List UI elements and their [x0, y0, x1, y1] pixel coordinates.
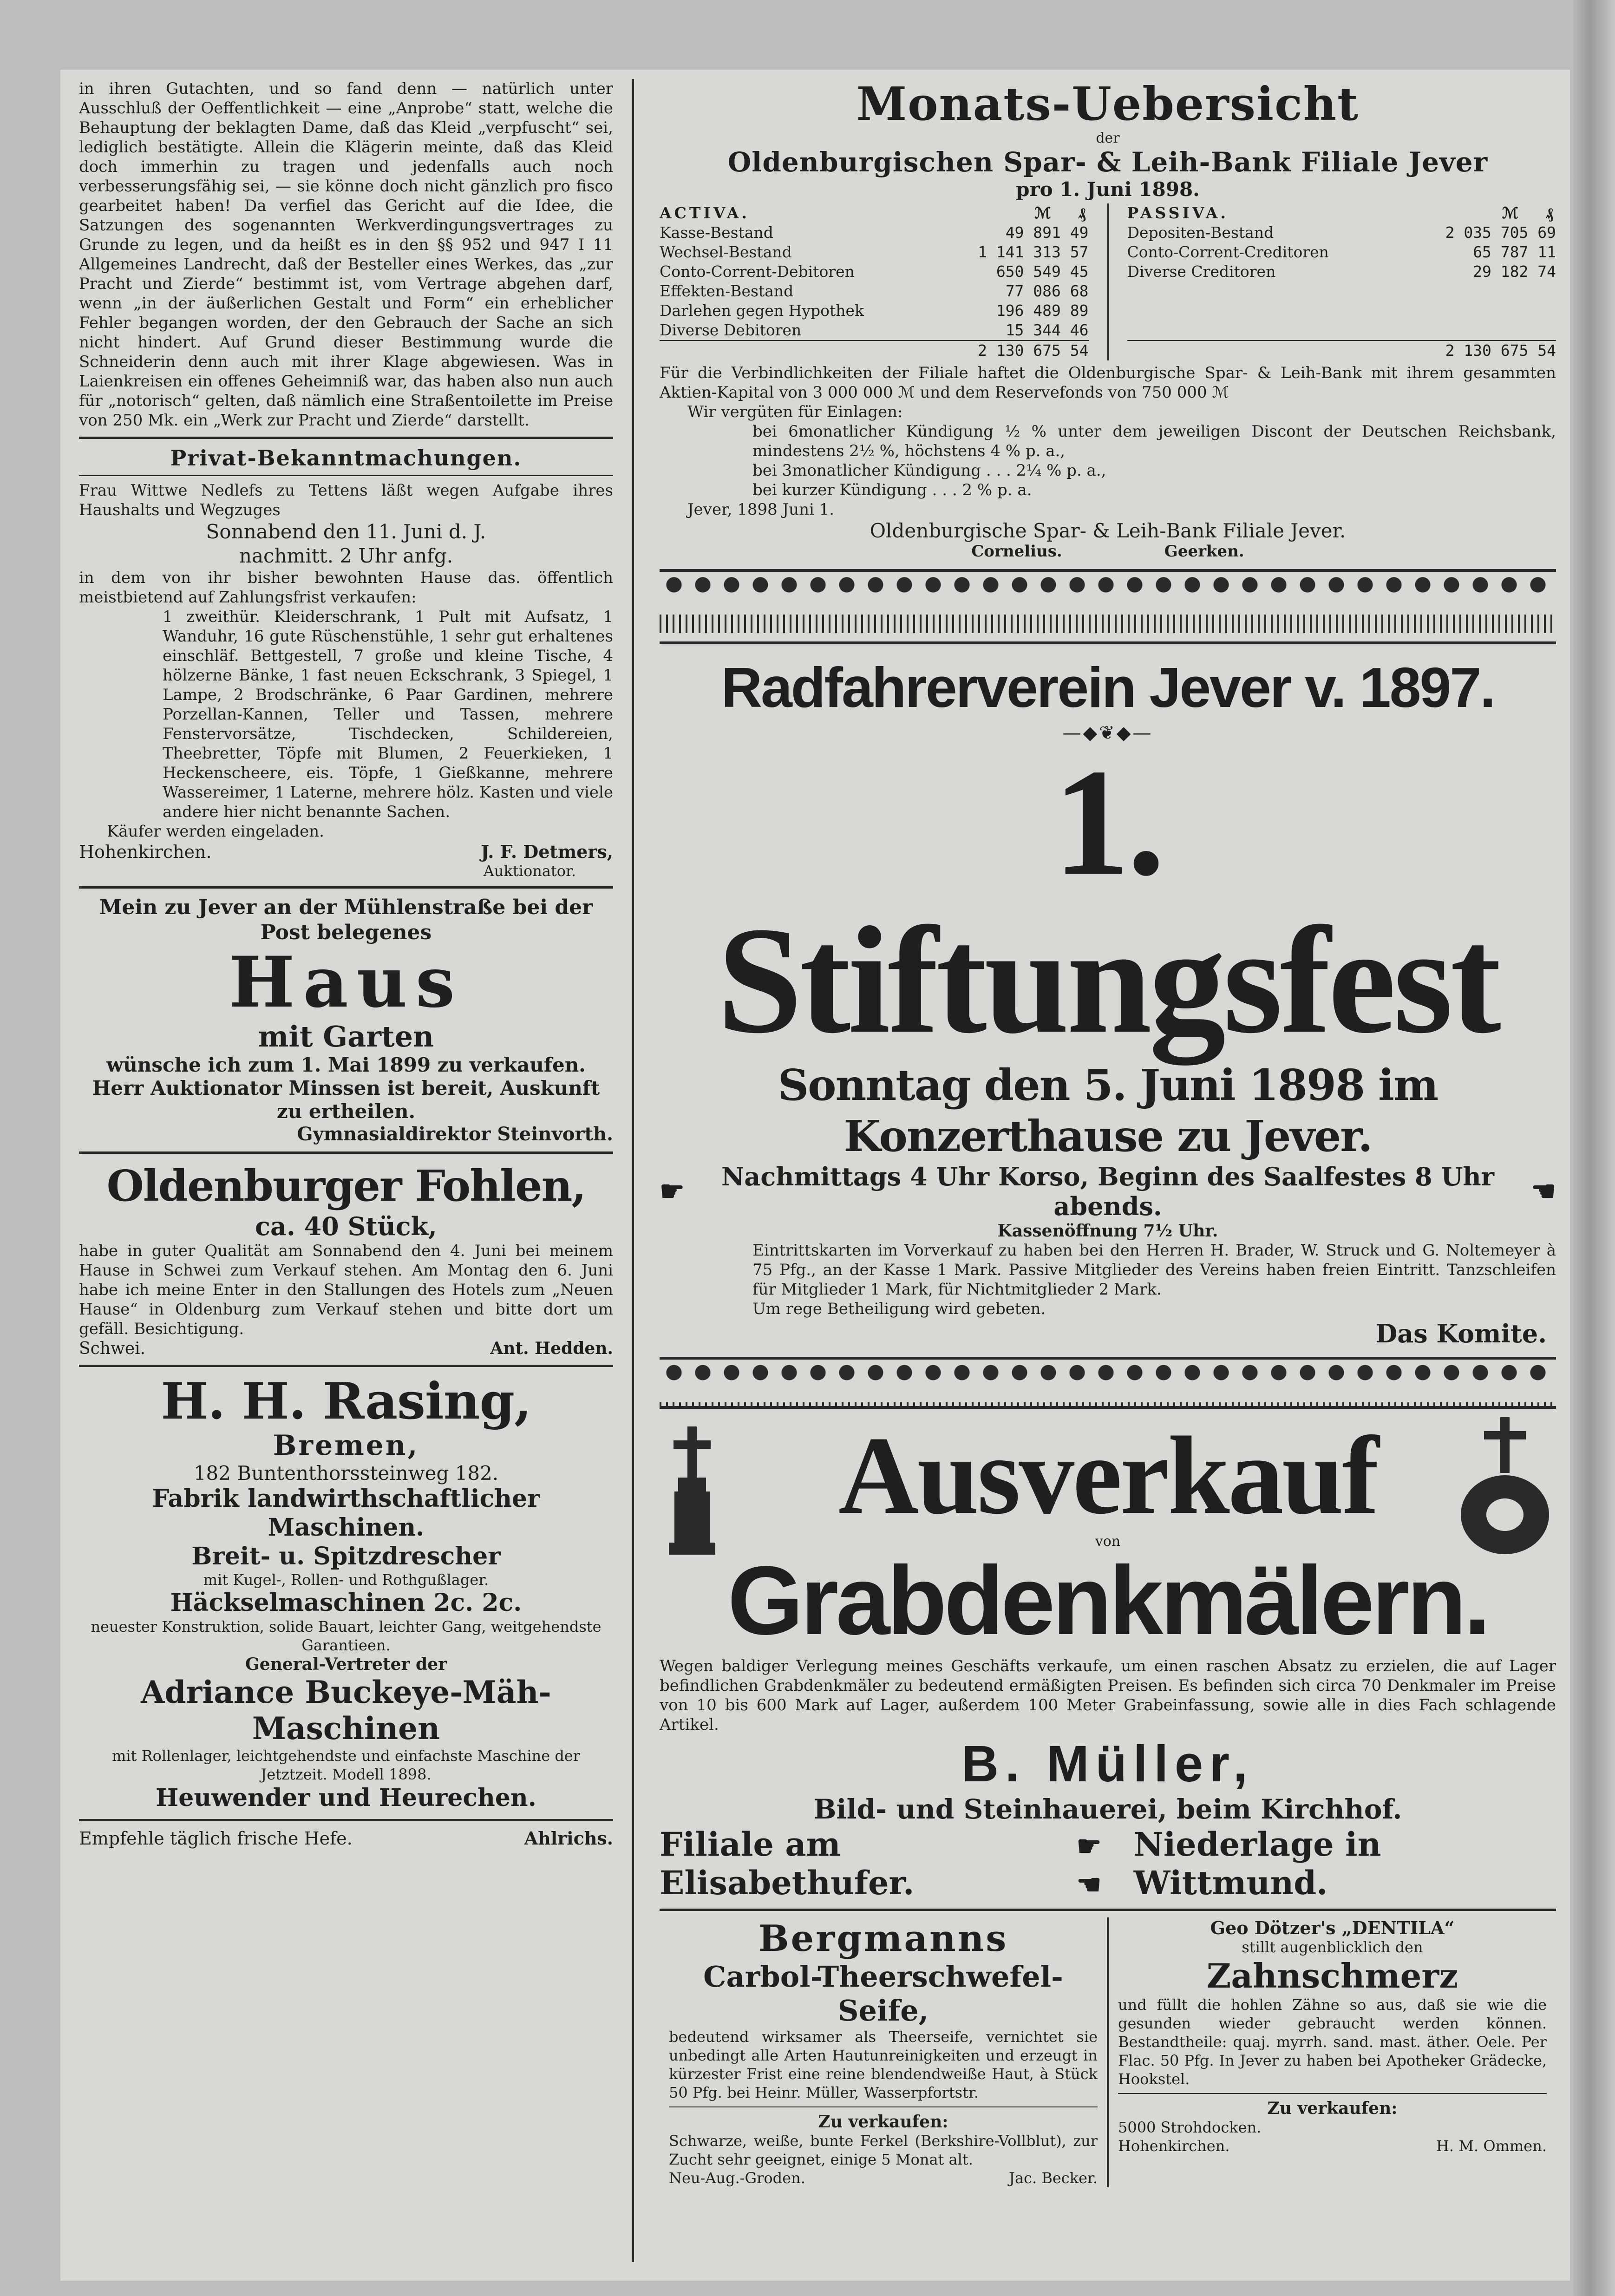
sonntag-line: Sonntag den 5. Juni 1898 im Konzerthause zu Jever. — [778, 1060, 1438, 1161]
bank-balance-table — [660, 203, 1556, 360]
dentila-sub: stillt augenblicklich den — [1242, 1938, 1423, 1956]
bild-line: Bild- und Steinhauerei, beim Kirchhof. — [813, 1793, 1402, 1825]
carbol-title: Carbol-Theerschwefel-Seife, — [703, 1960, 1063, 2028]
rule — [79, 1365, 613, 1367]
filiale-right: Niederlage in Wittmund. — [1133, 1825, 1381, 1902]
rasing-general: General-Vertreter der — [245, 1655, 447, 1674]
pointing-hand-icon: ☛ — [660, 1175, 685, 1208]
mueller-title: B. Müller, — [961, 1735, 1254, 1792]
eintritt-text: Eintrittskarten im Vorverkauf zu haben bei den Herren H. Brader, W. Struck und G. Noltemeyer à 75 Pfg., an der Kasse 1 Mark. Passive Mitglieder des Vereins haben freien Eintritt. Tanzschleifen für Mitglieder 1 Mark, für Nichtmitglieder 2 Mark. — [752, 1241, 1556, 1299]
page-fold — [1573, 0, 1615, 2296]
dentila-ad — [1109, 1917, 1556, 2187]
activa-row-label: Kasse-Bestand — [660, 223, 773, 242]
auction-role: Auktionator. — [483, 862, 576, 880]
currency-pf: ₰ — [1545, 204, 1556, 222]
activa-row-label: Diverse Debitoren — [660, 321, 802, 339]
left-column — [79, 79, 613, 1849]
pointing-hand-icon: ☚ — [1531, 1175, 1556, 1208]
haus-title: Haus — [229, 942, 464, 1023]
fohlen-place: Schwei. — [79, 1339, 146, 1358]
rule — [79, 886, 613, 889]
carbol-text: bedeutend wirksamer als Theerseife, vernichtet sie unbedingt alle Arten Hautunreinigkeiten und erzeugt in kürzester Frist eine reine blendendweiße Haut, à Stück 50 Pfg. bei Heinr. Müller, Wasserpfortstr. — [669, 2028, 1098, 2101]
fohlen-sub: ca. 40 Stück, — [255, 1211, 437, 1241]
passiva-label: PASSIVA. — [1127, 204, 1229, 222]
rasing-lager: mit Kugel-, Rollen- und Rothgußlager. — [203, 1571, 489, 1589]
privat-heading: Privat-Bekanntmachungen. — [170, 445, 522, 471]
rule — [79, 437, 613, 439]
passiva-row-label: Conto-Corrent-Creditoren — [1127, 243, 1329, 261]
rasing-fabrik: Fabrik landwirthschaftlicher Maschinen. — [152, 1485, 540, 1542]
activa-row-amount: 650 549 45 — [996, 262, 1089, 281]
newspaper-page — [60, 70, 1570, 2281]
bank-verguet: Wir vergüten für Einlagen: — [687, 403, 903, 421]
fohlen-title: Oldenburger Fohlen, — [106, 1161, 586, 1211]
rasing-konst: neuester Konstruktion, solide Bauart, leichter Gang, weitgehendste Garantieen. — [91, 1618, 602, 1654]
pointing-hand-icon: ☛ — [1076, 1830, 1102, 1863]
currency-mark: ℳ — [1034, 204, 1054, 222]
activa-side — [660, 203, 1089, 360]
stroh-name: H. M. Ommen. — [1436, 2137, 1547, 2155]
heuwender: Heuwender und Heurechen. — [156, 1784, 536, 1812]
activa-row-label: Conto-Corrent-Debitoren — [660, 262, 855, 281]
passiva-side — [1127, 203, 1556, 360]
currency-mark: ℳ — [1502, 204, 1522, 222]
bitte-text: Um rege Betheiligung wird gebeten. — [752, 1300, 1046, 1318]
haus-sign: Gymnasialdirektor Steinvorth. — [297, 1123, 613, 1145]
hefe-name: Ahlrichs. — [524, 1828, 613, 1849]
activa-row-amount: 1 141 313 57 — [978, 243, 1089, 261]
ornamental-border — [660, 1357, 1556, 1409]
rad-title: Radfahrerverein Jever v. 1897. — [721, 656, 1495, 719]
ferkel-name: Jac. Becker. — [1009, 2169, 1098, 2187]
verkauf-heading: Zu verkaufen: — [818, 2112, 948, 2132]
auction-items: 1 zweithür. Kleiderschrank, 1 Pult mit Aufsatz, 1 Wanduhr, 16 gute Rüschenstühle, 1 sehr gut erhaltenes einschläf. Bettgestell, 7 große und kleine Tische, 4 hölzerne Bänke, 1 fast neuen Eckschrank, 3 Spiegel, 1 Lampe, 2 Brodschränke, 6 Paar Gardinen, mehrere Porzellan-Kannen, Teller und Tassen, mehrere Fenstervorsätze, Tischdecken, Schildereien, Theebretter, Töpfe mit Blumen, 2 Feuerkieken, 1 Heckenscheere, eis. Töpfe, 1 Gießkanne, mehrere Wassereimer, 1 Laterne, mehrere hölz. Kasten und viele andere hier nicht benannte Sachen. — [163, 608, 613, 821]
haus-sub: mit Garten — [258, 1020, 434, 1053]
monats-title: Monats-Uebersicht — [856, 78, 1360, 131]
bergmanns-ad — [660, 1917, 1107, 2187]
ferkel-place: Neu-Aug.-Groden. — [669, 2169, 805, 2187]
haus-intro: Mein zu Jever an der Mühlenstraße bei der Post belegenes — [99, 896, 593, 944]
rasing-title: H. H. Rasing, — [161, 1372, 531, 1431]
bank-sign: Oldenburgische Spar- & Leih-Bank Filiale Jever. — [870, 519, 1346, 542]
bergmanns-title: Bergmanns — [758, 1917, 1008, 1960]
rasing-haeck: Häckselmaschinen 2c. 2c. — [170, 1589, 522, 1617]
adriance-line-2: Maschinen — [252, 1710, 440, 1747]
rule — [79, 475, 613, 476]
rasing-address: 182 Buntenthorssteinweg 182. — [193, 1462, 499, 1485]
hefe-text: Empfehle täglich frische Hefe. — [79, 1828, 353, 1849]
rule — [1118, 2093, 1547, 2094]
passiva-total: 2 130 675 54 — [1445, 341, 1556, 360]
fohlen-text: habe in guter Qualität am Sonnabend den 4. Juni bei meinem Hause in Schwei zum Verkauf stehen. Am Montag den 6. Juni habe ich meine Enter in den Stallungen des Hotels zum „Neuen Hause“ in Oldenburg zum Verkauf stehen und bitte dort um gefäll. Besichtigung. — [79, 1242, 613, 1338]
stroh-heading: Zu verkaufen: — [1267, 2099, 1398, 2118]
right-column — [660, 79, 1556, 2187]
passiva-row-amount: 29 182 74 — [1473, 262, 1556, 281]
grave-monument-icon — [664, 1426, 720, 1557]
activa-row-label: Effekten-Bestand — [660, 282, 794, 300]
activa-row-amount: 49 891 49 — [1005, 223, 1089, 242]
von-label: von — [1095, 1533, 1121, 1550]
passiva-row-amount: 2 035 705 69 — [1445, 223, 1556, 242]
article-continuation: in ihren Gutachten, und so fand denn — natürlich unter Ausschluß der Oeffentlichkeit — eine „Anprobe“ statt, welche die Behauptung der beklagten Dame, daß das Kleid „verpfuscht“ sei, lediglich bestätigte. Allein die Klägerin meinte, daß das Kleid doch immerhin zu tragen und jedenfalls auch noch verbesserungsfähig sei, — sie könne doch nicht gänzlich pro fisco gearbeitet haben! Da verfiel das Gericht auf die Idee, die Satzungen des sogenannten Werkverdingungsvertrages zu Grunde zu legen, und da heißt es in den §§ 952 und 947 I 11 Allgemeines Landrecht, daß der Besteller eines Werkes, das „zur Pracht und Zierde“ bestimmt ist, vom Vertrage abgehen darf, wenn „in der äußerlichen Gestalt und Form“ ein erheblicher Fehler begangen worden, der den Gebrauch der Sache an sich nicht hindert. Auf Grund dieser Bestimmung wurde die Schneiderin denn auch mit ihrer Klage abgewiesen. Was in Laienkreisen ein offenes Geheimniß war, das haben also nun auch für „notorisch“ gelten, daß nämlich eine Straßentoilette im Preise von 250 Mk. ein „Werk zur Pracht und Zierde“ darstellt. — [79, 79, 613, 430]
auction-name: J. F. Detmers, — [481, 841, 613, 862]
grave-wreath-icon — [1458, 1417, 1551, 1547]
komite-sign: Das Komite. — [1375, 1319, 1547, 1348]
adriance-text: mit Rollenlager, leichtgehendste und einfachste Maschine der Jetztzeit. Modell 1898. — [111, 1747, 581, 1783]
grab-text: Wegen baldiger Verlegung meines Geschäfts verkaufe, um einen raschen Absatz zu erzielen, die auf Lager befindlichen Grabdenkmäler zu bedeutend ermäßigten Preisen. Es befinden sich circa 70 Denkmaler im Preise von 10 bis 600 Mark auf Lager, außerdem 100 Meter Grabeinfassung, sowie alle in dies Fach schlagende Artikel. — [660, 1657, 1556, 1734]
bank-signatory-2: Geerken. — [1164, 542, 1244, 561]
dentila-title: Geo Dötzer's „DENTILA“ — [1210, 1917, 1455, 1938]
activa-row-amount: 196 489 89 — [996, 301, 1089, 320]
rule — [669, 2106, 1098, 2107]
passiva-row-label: Depositen-Bestand — [1127, 223, 1274, 242]
activa-row-label: Darlehen gegen Hypothek — [660, 301, 864, 320]
table-divider — [1107, 203, 1109, 360]
auction-text: in dem von ihr bisher bewohnten Hause das. öffentlich meistbietend auf Zahlungsfrist verkaufen: — [79, 569, 613, 607]
adriance-line-1: Adriance Buckeye-Mäh- — [141, 1674, 551, 1710]
rule — [79, 1819, 613, 1821]
column-divider — [632, 79, 634, 2262]
currency-pf: ₰ — [1078, 204, 1089, 222]
ferkel-text: Schwarze, weiße, bunte Ferkel (Berkshire-Vollblut), zur Zucht sehr geeignet, einige 5 Monat alt. — [669, 2132, 1098, 2168]
activa-row-label: Wechsel-Bestand — [660, 243, 792, 261]
activa-row-amount: 15 344 46 — [1005, 321, 1089, 339]
kasse-line: Kassenöffnung 7½ Uhr. — [997, 1221, 1218, 1241]
bank-name: Oldenburgischen Spar- & Leih-Bank Filiale Jever — [727, 146, 1488, 178]
nachm-line: Nachmittags 4 Uhr Korso, Beginn des Saalfestes 8 Uhr abends. — [721, 1162, 1495, 1221]
bank-signatory-1: Cornelius. — [971, 542, 1062, 561]
auction-buyers: Käufer werden eingeladen. — [107, 822, 324, 841]
rule — [660, 1909, 1556, 1911]
grabden-title: Grabdenkmälern. — [727, 1546, 1488, 1655]
pointing-hand-icon: ☚ — [1076, 1869, 1102, 1901]
zahn-title: Zahnschmerz — [1206, 1956, 1458, 1995]
bank-date: Jever, 1898 Juni 1. — [687, 500, 835, 519]
activa-total: 2 130 675 54 — [978, 341, 1089, 360]
auction-time: nachmitt. 2 Uhr anfg. — [239, 544, 453, 567]
rule — [79, 1151, 613, 1154]
stroh-text: 5000 Strohdocken. — [1118, 2119, 1262, 2136]
passiva-row-amount: 65 787 11 — [1473, 243, 1556, 261]
haus-text: wünsche ich zum 1. Mai 1899 zu verkaufen. Herr Auktionator Minssen ist bereit, Auskunft zu ertheilen. — [92, 1053, 600, 1123]
activa-row-amount: 77 086 68 — [1005, 282, 1089, 300]
bank-rate-3: bei kurzer Kündigung . . . 2 % p. a. — [752, 481, 1032, 499]
bank-rate-1: bei 6monatlicher Kündigung ½ % unter dem jeweiligen Discont der Deutschen Reichsbank, mindestens 2½ %, höchstens 4 % p. a., — [752, 422, 1556, 460]
passiva-row-label: Diverse Creditoren — [1127, 262, 1276, 281]
ausverkauf-title: Ausverkauf — [838, 1413, 1378, 1537]
filiale-left: Filiale am Elisabethufer. — [660, 1825, 915, 1902]
fohlen-name: Ant. Hedden. — [490, 1339, 613, 1358]
bank-rate-2: bei 3monatlicher Kündigung . . . 2¼ % p. a., — [752, 461, 1106, 480]
ornamental-border — [660, 569, 1556, 644]
pro-date: pro 1. Juni 1898. — [1016, 178, 1200, 201]
auction-date: Sonnabend den 11. Juni d. J. — [206, 520, 486, 543]
bank-text: Für die Verbindlichkeiten der Filiale haftet die Oldenburgische Spar- & Leih-Bank mit ihrem gesammten Aktien-Kapital von 3 000 000 ℳ und dem Reservefonds von 750 000 ℳ — [660, 364, 1556, 402]
der-label: der — [1096, 130, 1120, 146]
flourish-icon: —◆❦◆— — [1062, 722, 1153, 744]
bottom-ads — [660, 1917, 1556, 2187]
rasing-city: Bremen, — [273, 1429, 419, 1462]
auction-intro: Frau Wittwe Nedlefs zu Tettens läßt wegen Aufgabe ihres Haushalts und Wegzuges — [79, 481, 613, 519]
dentila-text: und füllt die hohlen Zähne so aus, daß sie wie die gesunden wieder gebraucht werden können. Bestandtheile: quaj. myrrh. sand. mast. äther. Oele. Per Flac. 50 Pfg. In Jever zu haben bei Apotheker Grädecke, Hookstel. — [1118, 1996, 1547, 2088]
stroh-place: Hohenkirchen. — [1118, 2137, 1230, 2155]
rasing-dresch: Breit- u. Spitzdrescher — [191, 1542, 501, 1570]
auction-place: Hohenkirchen. — [79, 842, 212, 862]
activa-label: ACTIVA. — [660, 204, 750, 222]
stiftung-title: 1. Stiftungsfest — [717, 738, 1499, 1065]
